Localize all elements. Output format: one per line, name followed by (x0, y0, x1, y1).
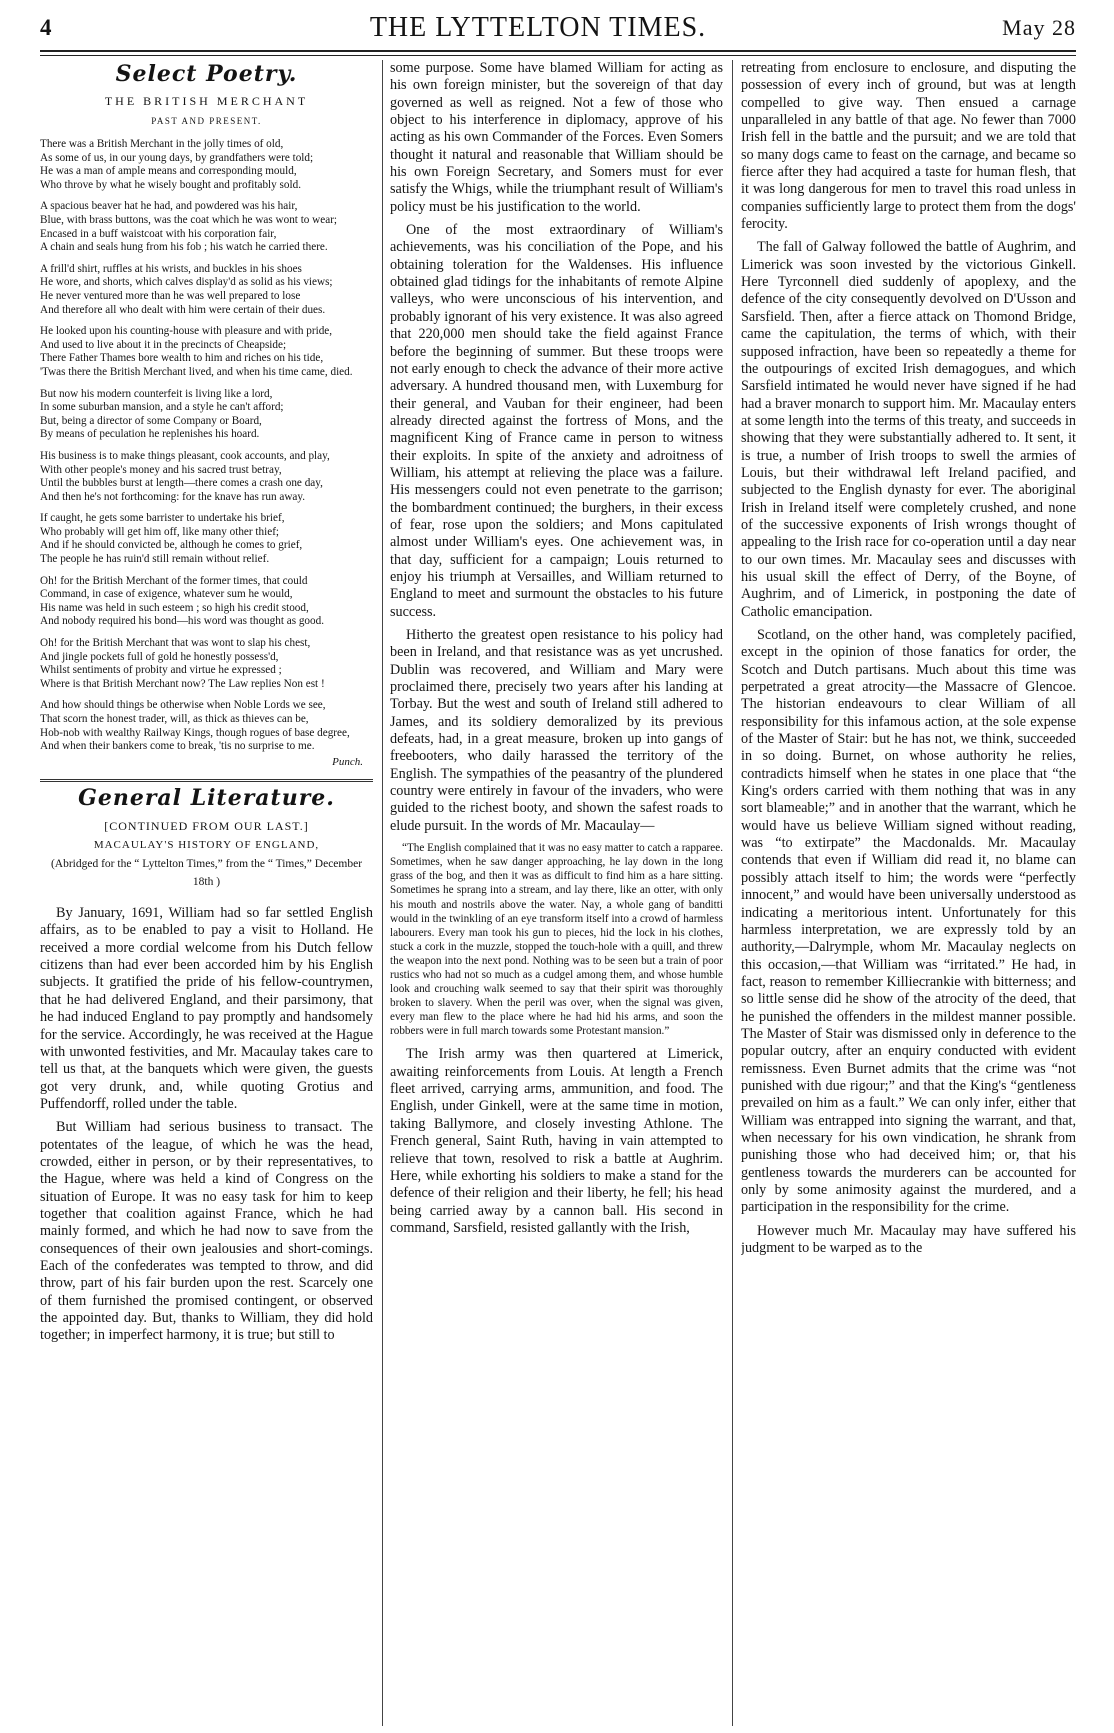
article-paragraph: One of the most extraordinary of William's achievements, was his conciliation of the Pope, and his obtaining toleration for the Waldenses. His influence obtained glad tidings for the inhabitants of remote Alpine valleys, who were unconscious of his intervention, and probably ignorant of his very existence. It was also agreed that 220,000 men should take the field against France before the beginning of summer. But these troops were not early enough to check the advance of their more active adversary. A hundred thousand men, with Luxemburg for their general, and Vauban for their engineer, had been already directed against the fortress of Mons, and the magnificent King of France came in person to witness their exploits. In spite of the anxiety and adroitness of William, his attempt at relieving the place was a failure. His messengers could not even penetrate to the garrison; the bombardment continued; the burghers, in their excess of fear, rose upon the soldiers; and Mons capitulated almost under William's eyes. One achievement was, in that day, sufficient for a campaign; Louis returned to enjoy his triumph at Versailles, and William returned to England to meet and surmount the obstacles to his future success. (390, 222, 723, 620)
article-paragraph: retreating from enclosure to enclosure, and disputing the possession of every inch of ground, but was at length compelled to give way. Then ensued a carnage unparalleled in any battle of that age. No fewer than 7000 Irish fell in the battle and the pursuit; and we are told that so many dogs came to feast on the carnage, and became so fierce after they had acquired a taste for human flesh, that it was long dangerous for men to travel this road unless in companies sufficiently large to protect them from the dogs' ferocity. (741, 60, 1076, 233)
verse-line: He wore, and shorts, which calves display'd as solid as his views; (40, 276, 333, 289)
poetry-section-header: Select Poetry. (115, 61, 298, 87)
article-paragraph: By January, 1691, William had so far settled English affairs, as to be enabled to pay a visit to Holland. He received a more cordial welcome from his Dutch fellow citizens than had ever been accorded him by his English subjects. It gratified the pride of his fellow-countrymen, that he had delivered England, and their parsimony, that he had induced England to pay promptly and handsomely for the service. Accordingly, he was received at the Hague with unwonted festivities, and Mr. Macaulay takes care to tell us that, at the banquets which were given, the guests got very drunk, and, while quoting Grotius and Puffendorff, rolled under the table. (40, 905, 373, 1112)
verse-line: The people he has ruin'd still remain without relief. (40, 553, 270, 566)
poem-title: THE BRITISH MERCHANT (104, 94, 309, 109)
verse-line: And therefore all who dealt with him were certain of their dues. (40, 303, 326, 316)
article-paragraph: Scotland, on the other hand, was completely pacified, except in the opinion of those fanatics for order, the Scotch and Dutch partisans. Much about this time was perpetrated a great atrocity—the Massacre of Glencoe. The historian endeavours to clear William of all responsibility for this infamous action, at the sole expense of the Master of Stair: but he has not, we think, succeeded in so doing. Burnet, on whose authority he relies, contradicts himself when he states in one place that “the King's orders carried with them nothing that was in any sort blameable;” and in another that the warrant, which he would have us believe William signed without reading, was “to extirpate” the Macdonalds. Mr. Macaulay contends that even if William did read it, no blame can possibly attach itself to him; the words were “perfectly innocent,” and would have been universally understood as indicating a meritorious intent. Unfortunately for this harmless interpretation, we are expressly told by an authority,—Dalrymple, whom Mr. Macaulay neglects on this occasion,—that William was “irritated.” He had, in fact, reason to remember Killiecrankie with bitterness; and so little sense did he show of the atrocity of the deed, that he punished the offenders in the mildest manner possible. The Master of Stair was dismissed only in deference to the popular outcry, after an enquiry conducted with evident remissness. Even Burnet admits that the crime was “not punished with due rigour;” and that the King's “gentleness prevailed on him as a fault.” We can only infer, either that William was entrapped into signing the warrant, and that, when necessary for his own vindication, he shrank from punishing those who had deceived him; or, that his gentleness towards the murderers can be accounted for only by some animosity against the murdered, and a participation in the responsibility for the crime. (741, 627, 1076, 1216)
poem-attribution: Punch. (332, 755, 363, 768)
stanza (40, 575, 373, 629)
verse-line: Command, in case of exigence, whatever sum he would, (40, 588, 293, 601)
verse-line: There Father Thames bore wealth to him and riches on his tide, (40, 352, 324, 365)
verse-line: A frill'd shirt, ruffles at his wrists, and buckles in his shoes (40, 262, 302, 275)
verse-line: Oh! for the British Merchant that was wont to slap his chest, (40, 637, 311, 650)
stanza (40, 388, 373, 442)
masthead (40, 8, 1076, 48)
verse-line: And how should things be otherwise when Noble Lords we see, (40, 699, 326, 712)
verse-line: That scorn the honest trader, will, as thick as thieves can be, (40, 713, 309, 725)
verse-line: By means of peculation he replenishes his hoard. (40, 428, 260, 441)
stanza (40, 512, 373, 566)
page-number: 4 (40, 15, 52, 40)
verse-line: With other people's money and his sacred trust betray, (40, 463, 282, 476)
verse-line: Who probably will get him off, like many other thief; (40, 525, 280, 538)
verse-line: If caught, he gets some barrister to undertake his brief, (40, 512, 285, 525)
article-title: MACAULAY'S HISTORY OF ENGLAND, (93, 839, 320, 852)
column-3 (741, 60, 1076, 1726)
poem-subtitle: PAST AND PRESENT. (151, 115, 262, 126)
newspaper-title: THE LYTTELTON TIMES. (369, 12, 707, 43)
verse-line: A chain and seals hung from his fob ; his watch he carried there. (40, 241, 328, 254)
verse-line: In some suburban mansion, and a style he can't afford; (40, 401, 284, 414)
verse-line: Encased in a buff waistcoat with his corporation fair, (40, 227, 277, 240)
masthead-rule (40, 50, 1076, 56)
verse-line: There was a British Merchant in the jolly times of old, (40, 138, 284, 151)
verse-line: But, being a director of some Company or Board, (40, 414, 262, 427)
stanza (40, 200, 373, 254)
verse-line: Where is that British Merchant now? The Law replies Non est ! (40, 677, 325, 690)
stanza (40, 263, 373, 317)
verse-line: He was a man of ample means and corresponding mould, (40, 165, 297, 178)
column-divider (732, 60, 733, 1726)
verse-line: His business is to make things pleasant, cook accounts, and play, (40, 449, 330, 462)
continued-notice: [CONTINUED FROM OUR LAST.] (104, 818, 309, 833)
article-paragraph: some purpose. Some have blamed William for acting as his own foreign minister, but the sovereign of that day governed as well as reigned. Not a few of those who object to his interference in diplomacy, approve of his acting as his own Commander of the Forces. Even Somers thought it natural and reasonable that William should be his own Foreign Secretary, and Somers must for ever satisfy the Whigs, while the triumphant result of William's policy must be his justification to the world. (390, 60, 723, 215)
verse-line: A spacious beaver hat he had, and powdered was his hair, (40, 200, 298, 213)
verse-line: But now his modern counterfeit is living like a lord, (40, 387, 273, 400)
verse-line: His name was held in such esteem ; so high his credit stood, (40, 601, 309, 614)
verse-line: Oh! for the British Merchant of the former times, that could (40, 574, 308, 587)
verse-line: And then he's not forthcoming: for the knave has run away. (40, 490, 306, 503)
verse-line: He never ventured more than he was well prepared to lose (40, 289, 301, 302)
verse-line: Who throve by what he wisely bought and profitably sold. (40, 178, 301, 191)
literature-section-header: General Literature. (78, 785, 335, 812)
article-byline: (Abridged for the “ Lyttelton Times,” from the “ Times,” December 18th ) (50, 858, 363, 888)
stanza (40, 637, 373, 691)
verse-line: He looked upon his counting-house with pleasure and with pride, (40, 325, 333, 338)
verse-line: Hob-nob with wealthy Railway Kings, though rogues of base degree, (40, 726, 350, 739)
column-2 (390, 60, 723, 1726)
verse-line: As some of us, in our young days, by grandfathers were told; (40, 151, 314, 164)
stanza (40, 138, 373, 192)
column-1 (40, 60, 373, 1726)
poem-body (40, 138, 373, 769)
stanza (40, 699, 373, 753)
article-paragraph: However much Mr. Macaulay may have suffered his judgment to be warped as to the (741, 1222, 1076, 1257)
verse-line: And if he should convicted be, although he comes to grief, (40, 539, 303, 552)
verse-line: Whilst sentiments of probity and virtue he expressed ; (40, 664, 282, 677)
column-divider (382, 60, 383, 1726)
verse-line: 'Twas there the British Merchant lived, and when his time came, died. (40, 365, 353, 378)
verse-line: And nobody required his bond—his word was thought as good. (40, 615, 325, 628)
verse-line: And used to live about it in the precincts of Cheapside; (40, 338, 287, 351)
verse-line: And jingle pockets full of gold he honestly possess'd, (40, 650, 279, 663)
section-divider (40, 779, 373, 782)
verse-line: Until the bubbles burst at length—there comes a crash one day, (40, 477, 323, 490)
stanza (40, 450, 373, 504)
article-paragraph: Hitherto the greatest open resistance to his policy had been in Ireland, and that resistance was as yet uncrushed. Dublin was recovered, and William and Mary were proclaimed there, precisely two years after his landing at Torbay. But the west and south of Ireland still adhered to James, and its soldiery demoralized by its previous defeats, had, in a great measure, broken up into gangs of freebooters, who daily harassed the territory of the English. The sympathies of the peasantry of the plundered country were entirely in favour of the invaders, who were guided to the richest booty, and shown the safest roads to elude pursuit. In the words of Mr. Macaulay— (390, 627, 723, 834)
stanza (40, 325, 373, 379)
verse-line: Blue, with brass buttons, was the coat which he was wont to wear; (40, 214, 338, 226)
article-paragraph: But William had serious business to transact. The potentates of the league, of which he was the head, crowded, either in person, or by their representatives, to the Hague, where was held a kind of Congress on the situation of Europe. It was no easy task for him to keep together that coalition against France, which he had mainly formed, and which he had now to save from the consequences of their own jealousies and short-comings. Each of the confederates was tempted to throw, and did throw, part of his fair burden upon the rest. Scarcely one of them furnished the promised contingent, or observed the appointed day. But, thanks to William, they did hold together; in imperfect harmony, it is true; but still to (40, 1119, 373, 1344)
article-paragraph: The fall of Galway followed the battle of Aughrim, and Limerick was soon invested by the victorious Ginkell. Here Tyrconnell died suddenly of apoplexy, and the defence of the city consequently devolved on D'Usson and Sarsfield. Then, after a fierce attack on Thomond Bridge, came the capitulation, the terms of which, with their supposed infraction, have been so repeatedly a theme for the outpourings of excited Irish demagogues, and which Sarsfield intimated he would never have signed if he had had a braver monarch to support him. Mr. Macaulay enters at some length into the terms of this treaty, and succeeds in showing that they were substantially adhered to. It sent, it is true, a number of Irish troops to swell the armies of Louis, but their withdrawal left Ireland pacified, and subjected to the English dynasty for ever. The aboriginal Irish in Ireland itself were completely crushed, and none of the successive exponents of Irish wrongs thought of appealing to the Irish race for co-operation until a day near to our own times. Mr. Macaulay sees and discusses with his usual skill the effect of Derry, of the Boyne, of Aughrim, and of Limerick, in postponing the date of Catholic emancipation. (741, 239, 1076, 620)
block-quote: “The English complained that it was no easy matter to catch a rapparee. Sometimes, when he saw danger approaching, he lay down in the long grass of the bog, and then it was as difficult to find him as a hare sitting. Sometimes he sprang into a stream, and lay there, like an otter, with only his mouth and nostrils above the water. Nay, a whole gang of banditti would in the twinkling of an eye transform itself into a crowd of harmless labourers. Every man took his gun to pieces, hid the lock in his clothes, stuck a cork in the muzzle, stopped the touch-hole with a quill, and threw the weapon into the next pond. Nothing was to be seen but a train of poor rustics who had not so much as a cudgel among them, and whose humble look and crouching walk seemed to say that their spirit was thoroughly broken to slavery. When the peril was over, when the signal was given, every man flew to the place where he had hid his arms, and soon the robbers were in full march towards some Protestant mansion.” (390, 842, 723, 1038)
verse-line: And when their bankers come to break, 'tis no surprise to me. (40, 740, 315, 753)
article-paragraph: The Irish army was then quartered at Limerick, awaiting reinforcements from Louis. At length a French fleet arrived, carrying arms, ammunition, and food. The English, under Ginkell, were at the same time in motion, taking Ballymore, and closely investing Athlone. The French general, Saint Ruth, having in vain attempted to relieve that town, resolved to risk a battle at Aughrim. Here, while exhorting his soldiers to make a stand for the defence of their religion and their liberty, he fell; his head being carried away by a cannon ball. His second in command, Sarsfield, resisted gallantly with the Irish, (390, 1046, 723, 1236)
issue-date: May 28 (1002, 15, 1076, 40)
